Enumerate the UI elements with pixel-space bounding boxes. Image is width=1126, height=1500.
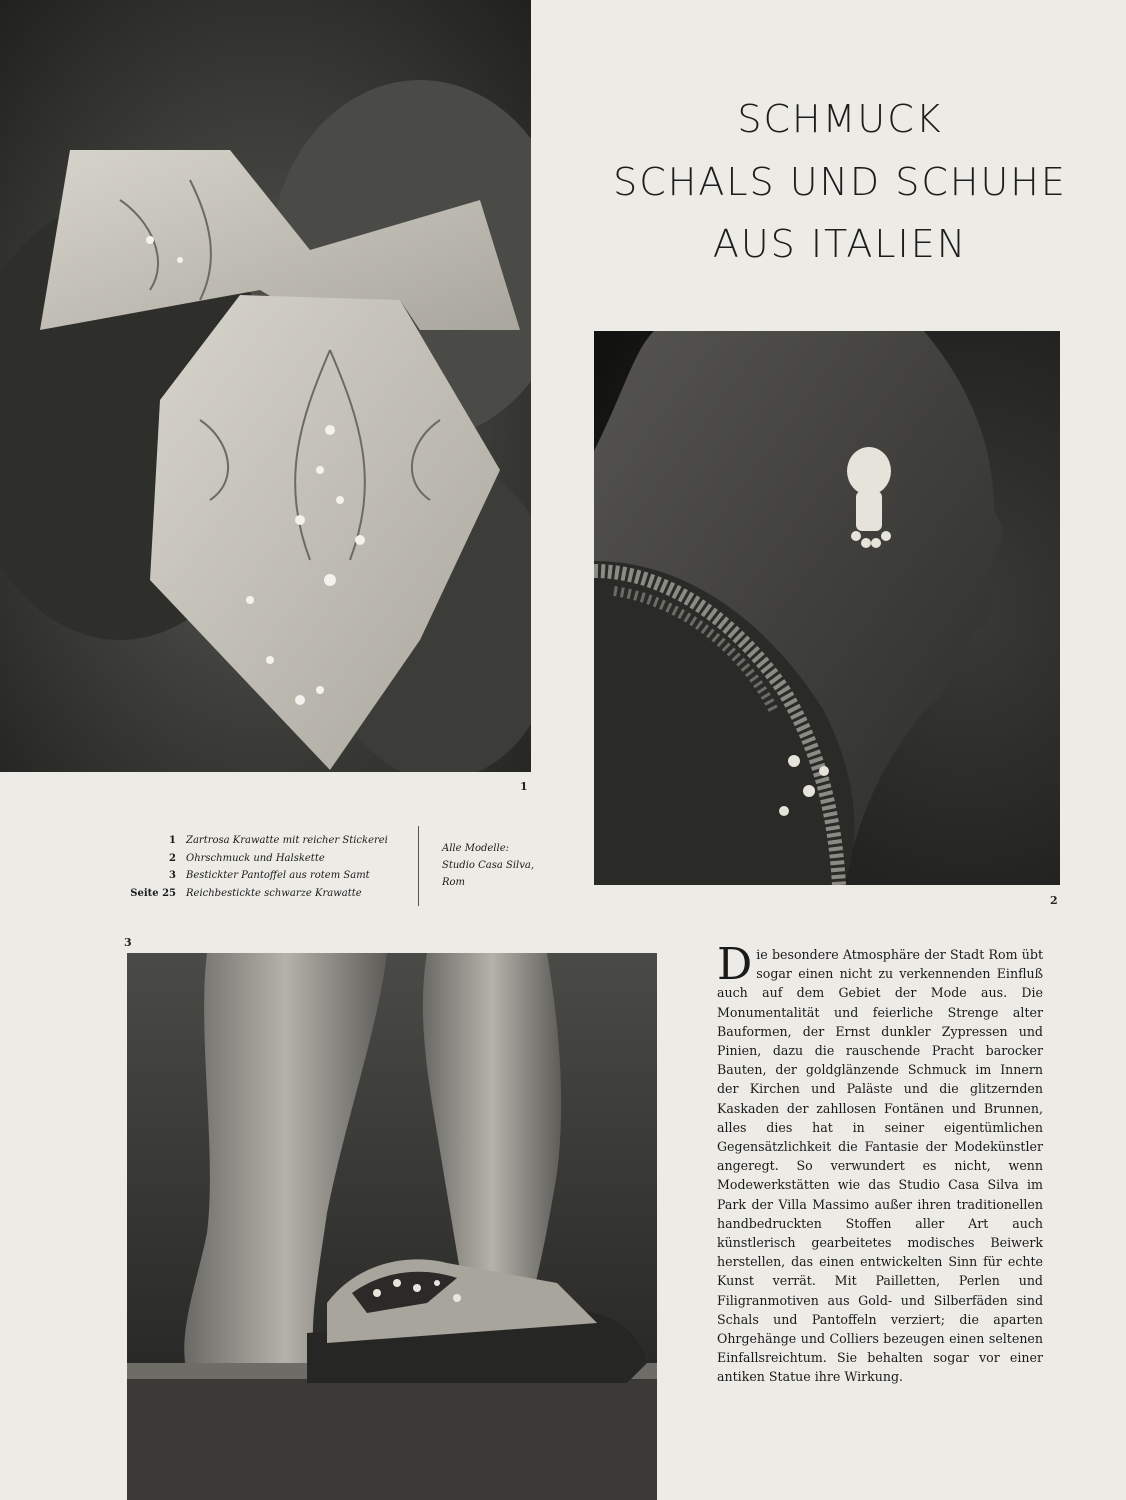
caption-text: Ohrschmuck und Halskette [186, 852, 325, 864]
page-title-line: AUS ITALIEN [712, 222, 968, 266]
photo-embroidered-slipper [127, 953, 657, 1500]
caption-list [110, 832, 388, 902]
caption-text: Zartrosa Krawatte mit reicher Stickerei [186, 835, 388, 846]
caption-number: 3 [169, 870, 176, 881]
article-text: ie besondere Atmosphäre der Stadt Rom übt sogar einen nicht zu verkennenden Einfluß auch auf dem Gebiet der Mode aus. Die Monumentalität und feierliche Strenge alter Bauformen, der Ernst dunkler Zypressen und Pinien, dazu die rauschende Pracht barocker Bauten, der goldglänzende Schmuck im Innern der Kirchen und Paläste und die glitzernden Kaskaden der zahllosen Fontänen und Brunnen, alles dies hat in seiner eigentümlichen Gegensätzlichkeit die Fantasie der Modekünstler angeregt. So verwundert es nicht, wenn Modewerkstätten wie das Studio Casa Silva im Park der Villa Massimo außer ihren traditionellen handbedruckten Stoffen aller Art auch künstlerisch gearbeitetes modisches Beiwerk herstellen, das einen entwickelten Sinn für echte Kunst verrät. Mit Pailletten, Perlen und Filigranmotiven aus Gold- und Silberfäden sind Schals und Pantoffeln verziert; die aparten Ohrgehänge und Colliers bezeugen einen seltenen Einfallsreichtum. Sie behalten sogar vor einer antiken Statue ihre Wirkung. [717, 947, 1043, 1385]
caption-item [110, 850, 388, 868]
drop-cap: D [717, 939, 753, 990]
page-title-line: SCHMUCK [737, 97, 943, 141]
caption-item [110, 832, 388, 850]
caption-number: 2 [169, 852, 176, 864]
photo-earring-necklace [594, 331, 1060, 885]
caption-item [110, 885, 388, 903]
figure-number: 2 [1050, 894, 1058, 907]
figure-number: 1 [520, 780, 528, 793]
credit-line: Studio Casa Silva, [442, 860, 535, 871]
caption-text: Reichbestickte schwarze Krawatte [186, 887, 362, 899]
credit-note [442, 840, 534, 891]
caption-item [110, 867, 388, 885]
figure-number: 3 [124, 936, 132, 949]
credit-line: Rom [442, 877, 466, 888]
caption-number: Seite 25 [130, 887, 176, 899]
credit-line: Alle Modelle: [442, 843, 509, 854]
photo-embroidered-tie [0, 0, 531, 772]
caption-divider [418, 826, 419, 906]
caption-number: 1 [169, 835, 176, 846]
page-title-line: SCHALS UND SCHUHE [613, 160, 1067, 204]
caption-text: Bestickter Pantoffel aus rotem Samt [186, 870, 370, 881]
article-body [717, 939, 1043, 1387]
